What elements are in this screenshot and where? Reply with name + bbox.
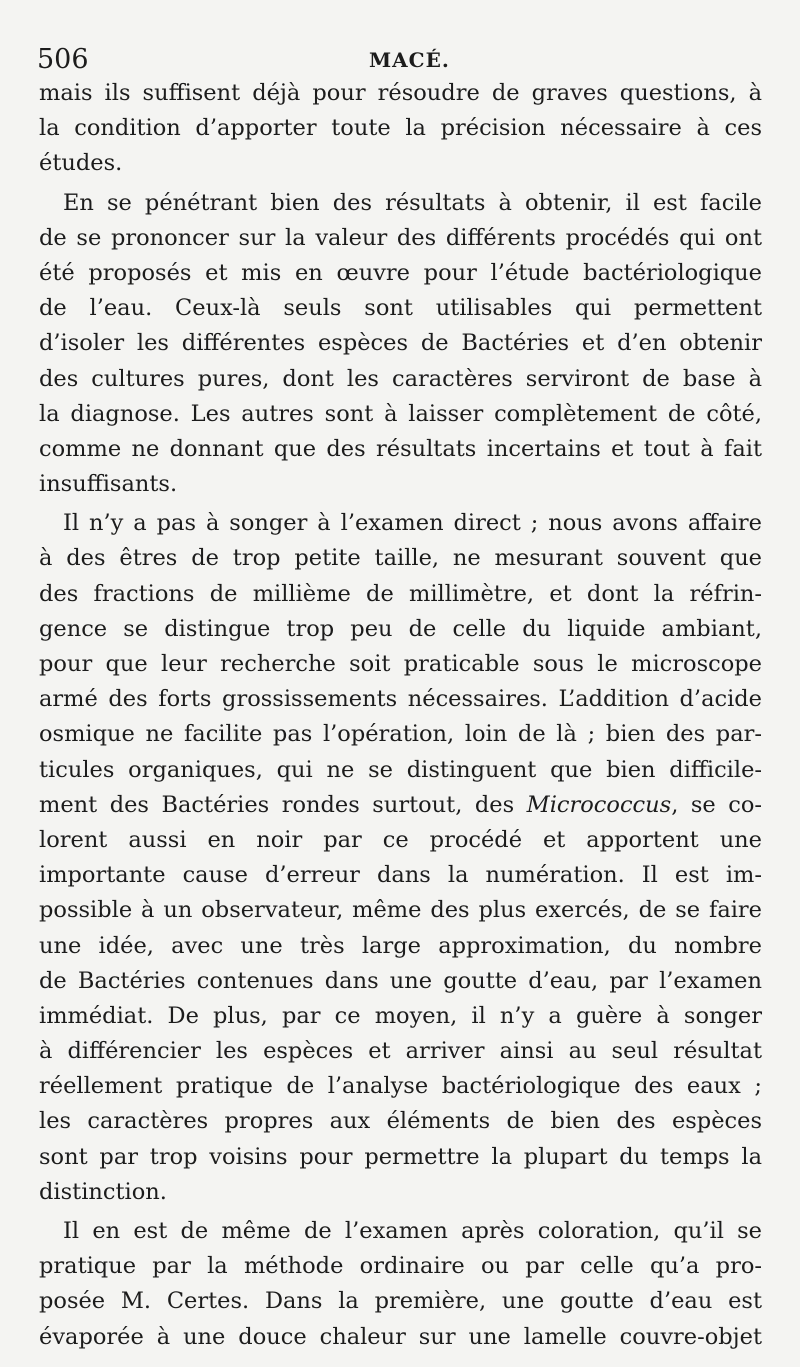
text-line: études. (39, 150, 123, 177)
text-line: possible à un observateur, même des plus exercés, de se faire (39, 897, 762, 924)
text-line: comme ne donnant que des résultats incertains et tout à fait (39, 435, 762, 462)
text-line: sont par trop voisins pour permettre la plupart du temps la (39, 1143, 762, 1170)
text-line: distinction. (39, 1178, 167, 1205)
text-line: été proposés et mis en œuvre pour l’étude bactériologique (39, 259, 762, 286)
text-line: évaporée à une douce chaleur sur une lamelle couvre-objet (39, 1323, 762, 1350)
text-line: Il n’y a pas à songer à l’examen direct ; nous avons affaire (63, 510, 762, 537)
paragraph (39, 1214, 762, 1355)
text-line: des fractions de millième de millimètre, et dont la réfrin- (39, 580, 762, 607)
page-body (39, 76, 762, 1355)
italic-term: Micrococcus (526, 791, 672, 818)
text-line: pour que leur recherche soit praticable sous le microscope (39, 651, 762, 677)
paragraph (39, 76, 762, 182)
text-line: de Bactéries contenues dans une goutte d’eau, par l’examen (39, 967, 762, 994)
text-line: des cultures pures, dont les caractères serviront de base à (39, 365, 762, 392)
text-line: de l’eau. Ceux-là seuls sont utilisables qui permettent (39, 295, 762, 322)
text-line: de se prononcer sur la valeur des différents procédés qui ont (39, 224, 762, 251)
text-line: pratique par la méthode ordinaire ou par celle qu’a pro- (39, 1253, 762, 1280)
text-line: à des êtres de trop petite taille, ne mesurant souvent que (39, 545, 762, 572)
text-line: lorent aussi en noir par ce procédé et apportent une (39, 826, 762, 853)
text-line: immédiat. De plus, par ce moyen, il n’y a guère à songer (39, 1002, 762, 1029)
text-line: insuffisants. (39, 471, 178, 498)
text-line: Il en est de même de l’examen après coloration, qu’il se (63, 1218, 762, 1244)
text-line: la condition d’apporter toute la précision nécessaire à ces (39, 115, 762, 142)
text-line: ticules organiques, qui ne se distinguent que bien difficile- (39, 756, 762, 783)
paragraph (39, 186, 762, 503)
text-line: à différencier les espèces et arriver ainsi au seul résultat (39, 1038, 762, 1065)
page-number: 506 (37, 44, 89, 75)
paragraph (39, 506, 762, 1210)
text-line: En se pénétrant bien des résultats à obtenir, il est facile (63, 189, 762, 216)
text-line-with-italic (39, 788, 762, 823)
text-line: une idée, avec une très large approximation, du nombre (39, 932, 762, 959)
text-line: gence se distingue trop peu de celle du liquide ambiant, (39, 615, 762, 642)
text-line: réellement pratique de l’analyse bactériologique des eaux ; (39, 1073, 762, 1100)
text-line: mais ils suffisent déjà pour résoudre de graves questions, à (39, 80, 762, 106)
text-line: armé des forts grossissements nécessaires. L’addition d’acide (39, 686, 762, 713)
text-segment: , se co- (671, 791, 762, 818)
text-line: osmique ne facilite pas l’opération, loin de là ; bien des par- (39, 721, 762, 748)
running-head: MACÉ. (369, 48, 450, 72)
text-line: posée M. Certes. Dans la première, une goutte d’eau est (39, 1288, 762, 1315)
text-line: la diagnose. Les autres sont à laisser complètement de côté, (39, 400, 762, 427)
text-segment: ment des Bactéries rondes surtout, des (39, 791, 527, 818)
text-line: les caractères propres aux éléments de bien des espèces (39, 1108, 762, 1135)
page-header (37, 44, 762, 80)
text-line: d’isoler les différentes espèces de Bactéries et d’en obtenir (39, 330, 762, 357)
text-line: importante cause d’erreur dans la numération. Il est im- (39, 862, 762, 889)
